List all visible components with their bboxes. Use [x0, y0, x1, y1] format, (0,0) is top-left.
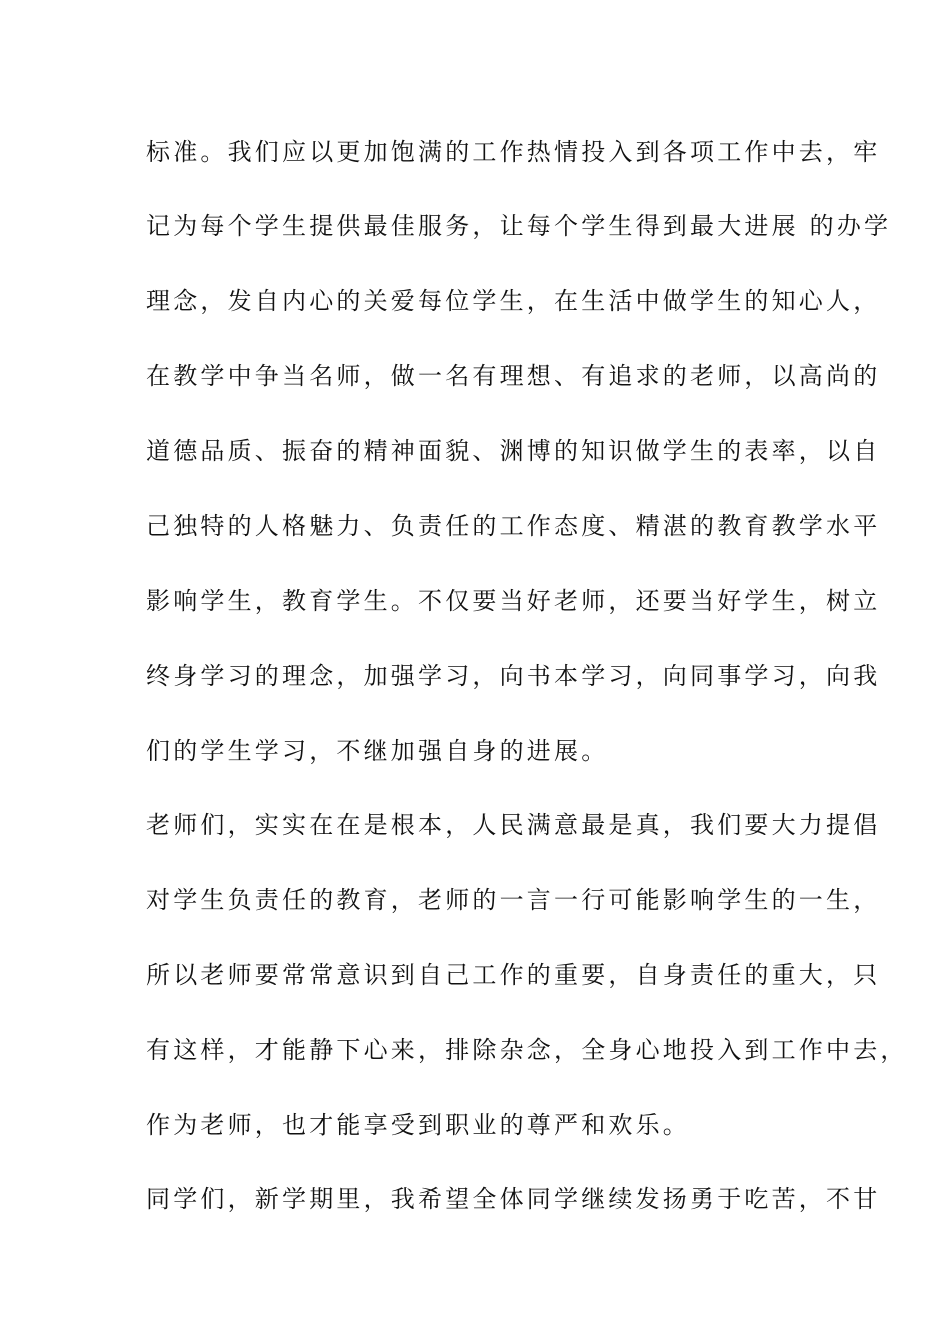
text-line-15: 同学们，新学期里，我希望全体同学继续发扬勇于吃苦，不甘: [146, 1185, 881, 1213]
text-line-7: 影响学生，教育学生。不仅要当好老师，还要当好学生，树立: [146, 587, 881, 615]
text-line-4: 在教学中争当名师，做一名有理想、有追求的老师，以高尚的: [146, 362, 881, 390]
text-line-1: 标准。我们应以更加饱满的工作热情投入到各项工作中去，牢: [146, 138, 881, 166]
text-line-13: 有这样，才能静下心来，排除杂念，全身心地投入到工作中去，: [146, 1036, 908, 1064]
text-line-6: 己独特的人格魅力、负责任的工作态度、精湛的教育教学水平: [146, 512, 881, 540]
text-line-10: 老师们，实实在在是根本，人民满意最是真，我们要大力提倡: [146, 811, 881, 839]
text-line-5: 道德品质、振奋的精神面貌、渊博的知识做学生的表率，以自: [146, 437, 881, 465]
text-line-11: 对学生负责任的教育，老师的一言一行可能影响学生的一生，: [146, 886, 881, 914]
text-line-14: 作为老师，也才能享受到职业的尊严和欢乐。: [146, 1111, 690, 1139]
text-line-8: 终身学习的理念，加强学习，向书本学习，向同事学习，向我: [146, 662, 881, 690]
text-line-2: 记为每个学生提供最佳服务，让每个学生得到最大进展 的办学: [146, 212, 892, 240]
text-line-9: 们的学生学习，不继加强自身的进展。: [146, 737, 609, 765]
text-line-12: 所以老师要常常意识到自己工作的重要，自身责任的重大，只: [146, 961, 881, 989]
text-line-3: 理念，发自内心的关爱每位学生，在生活中做学生的知心人，: [146, 287, 881, 315]
